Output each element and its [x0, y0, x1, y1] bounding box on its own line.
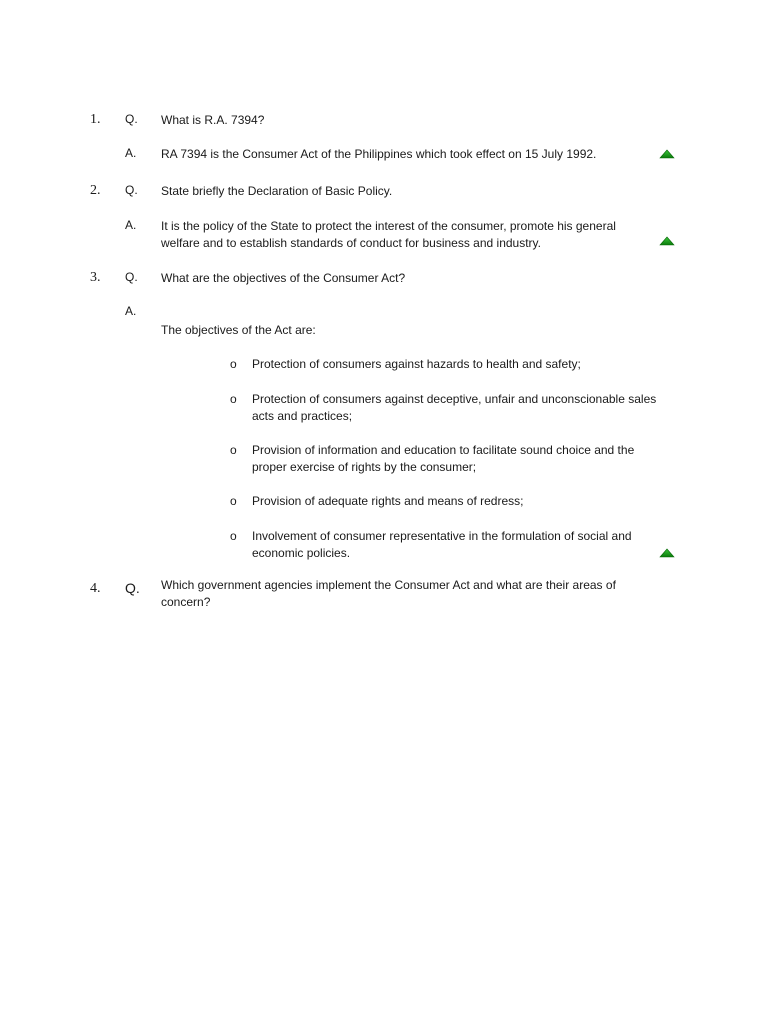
question-label: Q. — [125, 580, 140, 596]
question-label: Q. — [125, 183, 138, 197]
answer-label: A. — [125, 146, 137, 160]
question-text-line-1: Which government agencies implement the Consumer Act and what are their areas of — [161, 578, 616, 592]
bullet-marker: o — [230, 529, 237, 543]
question-text: What is R.A. 7394? — [161, 113, 265, 127]
question-number: 3. — [90, 270, 101, 285]
answer-intro: The objectives of the Act are: — [161, 323, 316, 337]
answer-text-line-1: It is the policy of the State to protect the interest of the consumer, promote his general — [161, 219, 616, 233]
answer-text-line-2: welfare and to establish standards of conduct for business and industry. — [161, 236, 541, 250]
answer-label: A. — [125, 304, 137, 318]
up-arrow-icon[interactable] — [659, 236, 675, 246]
question-text-line-2: concern? — [161, 595, 211, 609]
bullet-marker: o — [230, 443, 237, 457]
up-arrow-icon[interactable] — [659, 548, 675, 558]
question-label: Q. — [125, 112, 138, 126]
question-number: 1. — [90, 112, 101, 127]
objective-item-cont: acts and practices; — [252, 409, 353, 423]
bullet-marker: o — [230, 392, 237, 406]
objective-item: Protection of consumers against deceptive, unfair and unconscionable sales — [252, 392, 657, 406]
answer-label: A. — [125, 218, 137, 232]
objective-item-cont: proper exercise of rights by the consumer; — [252, 460, 477, 474]
objective-item: Provision of information and education to facilitate sound choice and the — [252, 443, 635, 457]
question-text: State briefly the Declaration of Basic Policy. — [161, 184, 393, 198]
question-number: 2. — [90, 183, 101, 198]
objective-item: Protection of consumers against hazards to health and safety; — [252, 357, 581, 371]
question-number: 4. — [90, 581, 101, 596]
objective-item: Provision of adequate rights and means of redress; — [252, 494, 524, 508]
answer-text: RA 7394 is the Consumer Act of the Philippines which took effect on 15 July 1992. — [161, 147, 597, 161]
question-text: What are the objectives of the Consumer Act? — [161, 271, 406, 285]
question-label: Q. — [125, 270, 138, 284]
bullet-marker: o — [230, 494, 237, 508]
objective-item: Involvement of consumer representative in the formulation of social and — [252, 529, 632, 543]
objective-item-cont: economic policies. — [252, 546, 351, 560]
up-arrow-icon[interactable] — [659, 149, 675, 159]
bullet-marker: o — [230, 357, 237, 371]
